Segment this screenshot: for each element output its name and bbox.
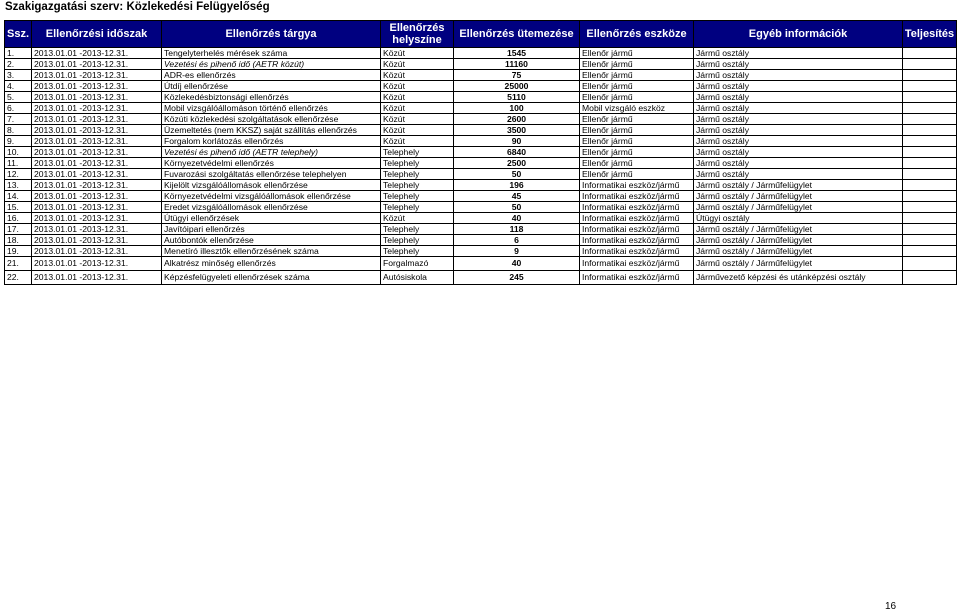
table-row xyxy=(5,191,957,202)
cell-info: Jármű osztály xyxy=(694,92,903,103)
cell-completion xyxy=(903,59,957,70)
cell-subject: Kijelölt vizsgálóállomások ellenőrzése xyxy=(162,180,381,191)
cell-tool: Ellenőr jármű xyxy=(580,125,694,136)
cell-tool: Ellenőr jármű xyxy=(580,169,694,180)
cell-period: 2013.01.01 -2013-12.31. xyxy=(32,169,162,180)
table-header-row xyxy=(5,21,957,48)
cell-tool: Mobil vizsgáló eszköz xyxy=(580,103,694,114)
cell-info: Jármű osztály / Járműfelügylet xyxy=(694,224,903,235)
cell-location: Közút xyxy=(381,213,454,224)
cell-tool: Ellenőr jármű xyxy=(580,136,694,147)
cell-tool: Ellenőr jármű xyxy=(580,59,694,70)
cell-location: Közút xyxy=(381,81,454,92)
cell-info: Jármű osztály xyxy=(694,114,903,125)
cell-num: 17. xyxy=(5,224,32,235)
cell-num: 4. xyxy=(5,81,32,92)
cell-completion xyxy=(903,213,957,224)
cell-location: Telephely xyxy=(381,191,454,202)
cell-period: 2013.01.01 -2013-12.31. xyxy=(32,158,162,169)
header-subject: Ellenőrzés tárgya xyxy=(162,21,381,48)
cell-info: Jármű osztály xyxy=(694,158,903,169)
cell-completion xyxy=(903,147,957,158)
cell-location: Közút xyxy=(381,114,454,125)
table-row xyxy=(5,92,957,103)
cell-period: 2013.01.01 -2013-12.31. xyxy=(32,224,162,235)
cell-tool: Ellenőr jármű xyxy=(580,70,694,81)
cell-tool: Informatikai eszköz/jármű xyxy=(580,257,694,271)
cell-completion xyxy=(903,114,957,125)
cell-subject: Útügyi ellenőrzések xyxy=(162,213,381,224)
cell-completion xyxy=(903,169,957,180)
header-period: Ellenőrzési időszak xyxy=(32,21,162,48)
cell-location: Telephely xyxy=(381,169,454,180)
cell-info: Jármű osztály xyxy=(694,125,903,136)
table-body xyxy=(5,48,957,285)
cell-subject: Környezetvédelmi vizsgálóállomások ellenőrzése xyxy=(162,191,381,202)
cell-schedule: 9 xyxy=(454,246,580,257)
cell-info: Jármű osztály xyxy=(694,136,903,147)
cell-num: 21. xyxy=(5,257,32,271)
cell-period: 2013.01.01 -2013-12.31. xyxy=(32,48,162,59)
cell-num: 5. xyxy=(5,92,32,103)
header-location: Ellenőrzés helyszíne xyxy=(381,21,454,48)
cell-num: 22. xyxy=(5,271,32,285)
table-row xyxy=(5,235,957,246)
cell-schedule: 11160 xyxy=(454,59,580,70)
cell-period: 2013.01.01 -2013-12.31. xyxy=(32,246,162,257)
table-row xyxy=(5,213,957,224)
cell-period: 2013.01.01 -2013-12.31. xyxy=(32,213,162,224)
header-info: Egyéb információk xyxy=(694,21,903,48)
table-row xyxy=(5,202,957,213)
cell-location: Közút xyxy=(381,125,454,136)
cell-completion xyxy=(903,103,957,114)
cell-info: Jármű osztály xyxy=(694,147,903,158)
cell-tool: Ellenőr jármű xyxy=(580,81,694,92)
cell-schedule: 2600 xyxy=(454,114,580,125)
cell-num: 10. xyxy=(5,147,32,158)
table-row xyxy=(5,158,957,169)
cell-schedule: 118 xyxy=(454,224,580,235)
cell-num: 1. xyxy=(5,48,32,59)
cell-schedule: 25000 xyxy=(454,81,580,92)
cell-period: 2013.01.01 -2013-12.31. xyxy=(32,70,162,81)
cell-completion xyxy=(903,180,957,191)
table-row xyxy=(5,147,957,158)
cell-tool: Ellenőr jármű xyxy=(580,48,694,59)
cell-num: 9. xyxy=(5,136,32,147)
cell-subject: Vezetési és pihenő idő (AETR telephely) xyxy=(162,147,381,158)
cell-location: Telephely xyxy=(381,180,454,191)
cell-info: Útügyi osztály xyxy=(694,213,903,224)
table-row xyxy=(5,114,957,125)
table-row xyxy=(5,246,957,257)
cell-tool: Ellenőr jármű xyxy=(580,147,694,158)
cell-schedule: 3500 xyxy=(454,125,580,136)
cell-tool: Ellenőr jármű xyxy=(580,92,694,103)
table-row xyxy=(5,257,957,271)
cell-subject: Vezetési és pihenő idő (AETR közút) xyxy=(162,59,381,70)
cell-period: 2013.01.01 -2013-12.31. xyxy=(32,81,162,92)
cell-completion xyxy=(903,81,957,92)
table-row xyxy=(5,224,957,235)
header-tool: Ellenőrzés eszköze xyxy=(580,21,694,48)
cell-period: 2013.01.01 -2013-12.31. xyxy=(32,202,162,213)
cell-subject: Javítóipari ellenőrzés xyxy=(162,224,381,235)
cell-completion xyxy=(903,136,957,147)
cell-schedule: 2500 xyxy=(454,158,580,169)
cell-schedule: 5110 xyxy=(454,92,580,103)
cell-completion xyxy=(903,158,957,169)
cell-location: Közút xyxy=(381,103,454,114)
cell-schedule: 40 xyxy=(454,257,580,271)
cell-subject: Autóbontók ellenőrzése xyxy=(162,235,381,246)
cell-num: 7. xyxy=(5,114,32,125)
cell-completion xyxy=(903,235,957,246)
cell-location: Telephely xyxy=(381,202,454,213)
table-row xyxy=(5,136,957,147)
cell-tool: Informatikai eszköz/jármű xyxy=(580,246,694,257)
cell-subject: Környezetvédelmi ellenőrzés xyxy=(162,158,381,169)
cell-tool: Informatikai eszköz/jármű xyxy=(580,191,694,202)
table-row xyxy=(5,70,957,81)
cell-completion xyxy=(903,224,957,235)
cell-location: Közút xyxy=(381,48,454,59)
cell-completion xyxy=(903,246,957,257)
cell-schedule: 50 xyxy=(454,202,580,213)
cell-subject: Alkatrész minőség ellenőrzés xyxy=(162,257,381,271)
cell-location: Telephely xyxy=(381,246,454,257)
cell-num: 15. xyxy=(5,202,32,213)
cell-info: Jármű osztály xyxy=(694,81,903,92)
cell-completion xyxy=(903,48,957,59)
cell-period: 2013.01.01 -2013-12.31. xyxy=(32,92,162,103)
cell-tool: Ellenőr jármű xyxy=(580,158,694,169)
cell-completion xyxy=(903,92,957,103)
cell-schedule: 196 xyxy=(454,180,580,191)
cell-period: 2013.01.01 -2013-12.31. xyxy=(32,125,162,136)
cell-tool: Ellenőr jármű xyxy=(580,114,694,125)
cell-num: 14. xyxy=(5,191,32,202)
cell-info: Jármű osztály xyxy=(694,70,903,81)
cell-location: Közút xyxy=(381,136,454,147)
cell-location: Közút xyxy=(381,92,454,103)
cell-info: Jármű osztály xyxy=(694,48,903,59)
table-row xyxy=(5,48,957,59)
cell-info: Jármű osztály / Járműfelügylet xyxy=(694,191,903,202)
cell-completion xyxy=(903,257,957,271)
cell-num: 19. xyxy=(5,246,32,257)
cell-num: 3. xyxy=(5,70,32,81)
table-row xyxy=(5,103,957,114)
cell-period: 2013.01.01 -2013-12.31. xyxy=(32,271,162,285)
cell-completion xyxy=(903,191,957,202)
cell-subject: Képzésfelügyeleti ellenőrzések száma xyxy=(162,271,381,285)
cell-location: Telephely xyxy=(381,224,454,235)
cell-subject: Fuvarozási szolgáltatás ellenőrzése telephelyen xyxy=(162,169,381,180)
cell-subject: Tengelyterhelés mérések száma xyxy=(162,48,381,59)
header-schedule: Ellenőrzés ütemezése xyxy=(454,21,580,48)
cell-tool: Informatikai eszköz/jármű xyxy=(580,271,694,285)
table-row xyxy=(5,59,957,70)
cell-subject: Eredet vizsgálóállomások ellenőrzése xyxy=(162,202,381,213)
table-row xyxy=(5,81,957,92)
cell-num: 13. xyxy=(5,180,32,191)
cell-info: Jármű osztály xyxy=(694,103,903,114)
page-number: 16 xyxy=(885,601,897,612)
cell-info: Jármű osztály / Járműfelügylet xyxy=(694,246,903,257)
cell-subject: Forgalom korlátozás ellenőrzés xyxy=(162,136,381,147)
cell-tool: Informatikai eszköz/jármű xyxy=(580,224,694,235)
cell-info: Jármű osztály / Járműfelügylet xyxy=(694,180,903,191)
cell-period: 2013.01.01 -2013-12.31. xyxy=(32,136,162,147)
cell-location: Telephely xyxy=(381,158,454,169)
cell-subject: Menetíró illesztők ellenőrzésének száma xyxy=(162,246,381,257)
cell-tool: Informatikai eszköz/jármű xyxy=(580,235,694,246)
inspection-plan-table xyxy=(4,20,957,285)
cell-num: 6. xyxy=(5,103,32,114)
cell-schedule: 75 xyxy=(454,70,580,81)
cell-location: Telephely xyxy=(381,235,454,246)
cell-num: 2. xyxy=(5,59,32,70)
cell-completion xyxy=(903,70,957,81)
cell-num: 8. xyxy=(5,125,32,136)
cell-period: 2013.01.01 -2013-12.31. xyxy=(32,147,162,158)
cell-tool: Informatikai eszköz/jármű xyxy=(580,202,694,213)
cell-subject: Üzemeltetés (nem KKSZ) saját szállítás ellenőrzés xyxy=(162,125,381,136)
cell-info: Jármű osztály / Járműfelügylet xyxy=(694,235,903,246)
cell-num: 12. xyxy=(5,169,32,180)
page-title: Szakigazgatási szerv: Közlekedési Felügyelőség xyxy=(5,1,270,13)
cell-schedule: 50 xyxy=(454,169,580,180)
cell-schedule: 40 xyxy=(454,213,580,224)
cell-period: 2013.01.01 -2013-12.31. xyxy=(32,257,162,271)
cell-completion xyxy=(903,271,957,285)
cell-schedule: 6840 xyxy=(454,147,580,158)
cell-period: 2013.01.01 -2013-12.31. xyxy=(32,114,162,125)
cell-location: Autósiskola xyxy=(381,271,454,285)
cell-period: 2013.01.01 -2013-12.31. xyxy=(32,180,162,191)
cell-period: 2013.01.01 -2013-12.31. xyxy=(32,235,162,246)
cell-schedule: 90 xyxy=(454,136,580,147)
cell-tool: Informatikai eszköz/jármű xyxy=(580,213,694,224)
cell-tool: Informatikai eszköz/jármű xyxy=(580,180,694,191)
cell-location: Forgalmazó xyxy=(381,257,454,271)
cell-schedule: 1545 xyxy=(454,48,580,59)
cell-subject: ADR-es ellenőrzés xyxy=(162,70,381,81)
table-row xyxy=(5,271,957,285)
cell-schedule: 6 xyxy=(454,235,580,246)
cell-info: Jármű osztály xyxy=(694,169,903,180)
cell-completion xyxy=(903,202,957,213)
cell-schedule: 100 xyxy=(454,103,580,114)
cell-completion xyxy=(903,125,957,136)
cell-period: 2013.01.01 -2013-12.31. xyxy=(32,59,162,70)
cell-location: Telephely xyxy=(381,147,454,158)
cell-period: 2013.01.01 -2013-12.31. xyxy=(32,103,162,114)
cell-info: Járművezető képzési és utánképzési osztály xyxy=(694,271,903,285)
table-row xyxy=(5,169,957,180)
cell-num: 18. xyxy=(5,235,32,246)
header-completion: Teljesítés xyxy=(903,21,957,48)
cell-info: Jármű osztály xyxy=(694,59,903,70)
cell-schedule: 245 xyxy=(454,271,580,285)
cell-schedule: 45 xyxy=(454,191,580,202)
cell-period: 2013.01.01 -2013-12.31. xyxy=(32,191,162,202)
cell-info: Jármű osztály / Járműfelügylet xyxy=(694,202,903,213)
table-row xyxy=(5,180,957,191)
cell-info: Jármű osztály / Járműfelügylet xyxy=(694,257,903,271)
cell-subject: Mobil vizsgálóállomáson történő ellenőrzés xyxy=(162,103,381,114)
cell-num: 11. xyxy=(5,158,32,169)
cell-num: 16. xyxy=(5,213,32,224)
cell-subject: Közlekedésbiztonsági ellenőrzés xyxy=(162,92,381,103)
cell-subject: Útdíj ellenőrzése xyxy=(162,81,381,92)
header-num: Ssz. xyxy=(5,21,32,48)
cell-location: Közút xyxy=(381,70,454,81)
table-row xyxy=(5,125,957,136)
cell-location: Közút xyxy=(381,59,454,70)
cell-subject: Közúti közlekedési szolgáltatások ellenőrzése xyxy=(162,114,381,125)
